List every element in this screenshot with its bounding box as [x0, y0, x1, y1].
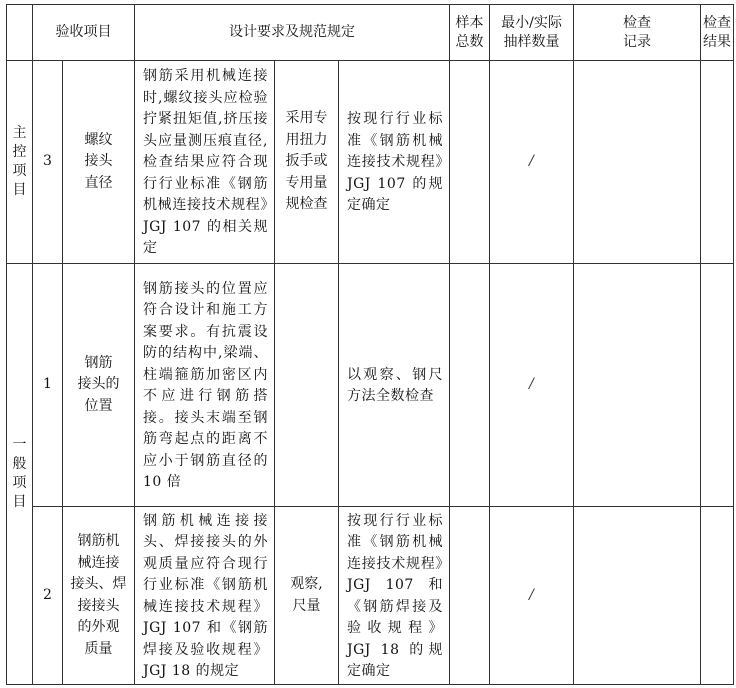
header-min-actual-sample: 最小/实际 抽样数量	[490, 5, 574, 61]
sampling-standard: 按现行行业标准《钢筋机械连接技术规程》JGJ 107 和《钢筋焊接及验收规程》JGJ 18 的规定确定	[339, 507, 450, 685]
inspection-method: 采用专 用扭力 扳手或 专用量 规检查	[275, 61, 339, 264]
inspection-method	[275, 264, 339, 507]
header-row	[7, 5, 734, 61]
table-row	[7, 264, 734, 507]
inspection-record-cell	[574, 507, 701, 685]
group-main-control: 主 控 项 目	[7, 61, 33, 264]
row-number: 1	[33, 264, 63, 507]
row-number: 2	[33, 507, 63, 685]
requirement-text: 钢筋接头的位置应符合设计和施工方案要求。有抗震设防的结构中,梁端、柱端箍筋加密区内不应进行钢筋搭接。接头末端至钢筋弯起点的距离不应小于钢筋直径的 10 倍	[135, 264, 275, 507]
header-inspection-record: 检查 记录	[574, 5, 701, 61]
item-name: 钢筋 接头的 位置	[63, 264, 135, 507]
table-row	[7, 507, 734, 685]
sample-total-cell	[450, 264, 490, 507]
sampling-standard: 以观察、钢尺方法全数检查	[339, 264, 450, 507]
acceptance-table	[6, 4, 734, 685]
inspection-method: 观察, 尺量	[275, 507, 339, 685]
requirement-text: 钢筋采用机械连接时,螺纹接头应检验拧紧扭矩值,挤压接头应量测压痕直径,检查结果应符合现行行业标准《钢筋机械连接技术规程》JGJ 107 的相关规定	[135, 61, 275, 264]
sample-total-cell	[450, 507, 490, 685]
min-actual-sample-cell: /	[490, 507, 574, 685]
min-actual-sample-cell: /	[490, 61, 574, 264]
header-inspection-result: 检查 结果	[701, 5, 734, 61]
sampling-standard: 按现行行业标准《钢筋机械连接技术规程》JGJ 107 的规定确定	[339, 61, 450, 264]
header-corner	[7, 5, 33, 61]
table-row	[7, 61, 734, 264]
inspection-result-cell	[701, 61, 734, 264]
sample-total-cell	[450, 61, 490, 264]
requirement-text: 钢筋机械连接接头、焊接接头的外观质量应符合现行行业标准《钢筋机械连接技术规程》JGJ 107 和《钢筋焊接及验收规程》JGJ 18 的规定	[135, 507, 275, 685]
min-actual-sample-cell: /	[490, 264, 574, 507]
item-name: 螺纹 接头 直径	[63, 61, 135, 264]
inspection-record-cell	[574, 264, 701, 507]
inspection-result-cell	[701, 264, 734, 507]
inspection-result-cell	[701, 507, 734, 685]
header-design-requirements: 设计要求及规范规定	[135, 5, 450, 61]
inspection-record-cell	[574, 61, 701, 264]
row-number: 3	[33, 61, 63, 264]
header-sample-total: 样本 总数	[450, 5, 490, 61]
group-general: 一 般 项 目	[7, 264, 33, 685]
header-item: 验收项目	[33, 5, 135, 61]
item-name: 钢筋机 械连接 接头、焊 接接头 的外观 质量	[63, 507, 135, 685]
